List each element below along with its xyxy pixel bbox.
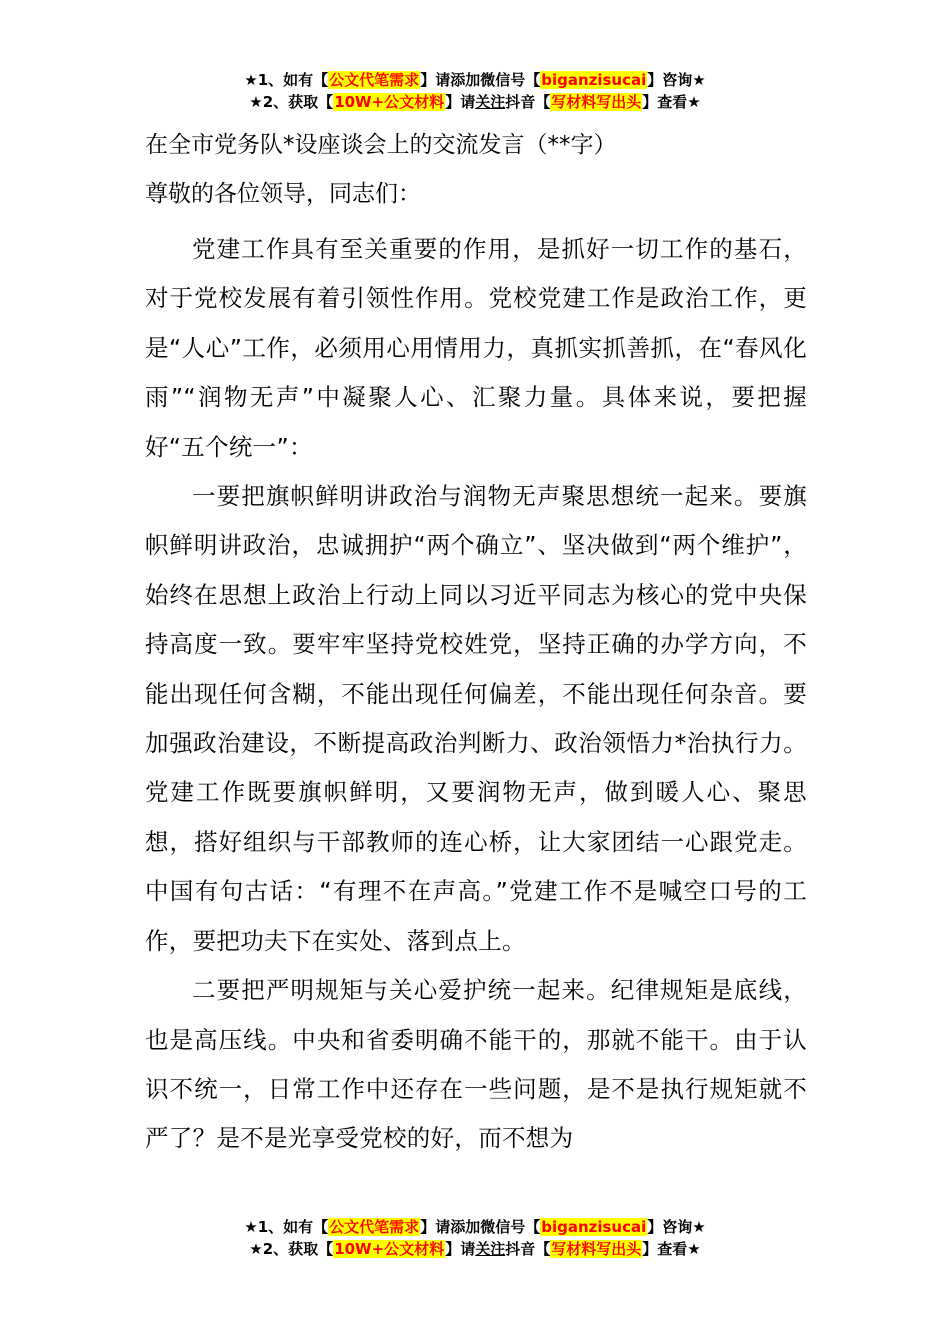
banner-highlight: 写材料写出头 — [551, 1240, 642, 1258]
banner-text: 抖音【 — [505, 1240, 551, 1258]
banner-text: 】请 — [445, 1240, 476, 1258]
banner-text: 】请添加微信号【 — [420, 71, 541, 89]
paragraph: 二要把严明规矩与关心爱护统一起来。纪律规矩是底线，也是高压线。中央和省委明确不能干的，那就不能干。由于认识不统一，日常工作中还存在一些问题，是不是执行规矩就不严了？是不是光享受党校的好，而不想为 — [145, 976, 807, 1153]
banner-highlight: 公文代笔需求 — [329, 1218, 420, 1236]
banner-text: ★2、获取【 — [249, 1240, 334, 1258]
banner-text: 】请添加微信号【 — [420, 1218, 541, 1236]
banner-text: ★1、如有【 — [244, 71, 329, 89]
banner-line-1 — [0, 69, 950, 91]
banner-text: 】咨询★ — [647, 1218, 706, 1236]
banner-text: ★2、获取【 — [249, 93, 334, 111]
banner-line-2 — [0, 91, 950, 113]
banner-highlight: 公文代笔需求 — [329, 71, 420, 89]
banner-highlight: biganzisucai — [541, 1218, 647, 1236]
banner-highlight: 10W+公文材料 — [334, 1240, 445, 1258]
document-body — [145, 225, 807, 1164]
banner-line-2 — [0, 1238, 950, 1260]
banner-text: 抖音【 — [505, 93, 551, 111]
header-banner — [0, 69, 950, 113]
banner-text: ★1、如有【 — [244, 1218, 329, 1236]
banner-underlined-text: 关注 — [475, 1240, 506, 1258]
banner-underlined-text: 关注 — [475, 93, 506, 111]
banner-text: 】查看★ — [642, 93, 701, 111]
banner-text: 】查看★ — [642, 1240, 701, 1258]
banner-text: 】咨询★ — [647, 71, 706, 89]
paragraph: 一要把旗帜鲜明讲政治与润物无声聚思想统一起来。要旗帜鲜明讲政治，忠诚拥护“两个确立”、坚决做到“两个维护”，始终在思想上政治上行动上同以习近平同志为核心的党中央保持高度一致。要牢牢坚持党校姓党，坚持正确的办学方向，不能出现任何含糊，不能出现任何偏差，不能出现任何杂音。要加强政治建设，不断提高政治判断力、政治领悟力*治执行力。党建工作既要旗帜鲜明，又要润物无声，做到暖人心、聚思想，搭好组织与干部教师的连心桥，让大家团结一心跟党走。中国有句古话：“有理不在声高。”党建工作不是喊空口号的工作，要把功夫下在实处、落到点上。 — [145, 482, 807, 955]
footer-banner — [0, 1216, 950, 1260]
paragraph: 党建工作具有至关重要的作用，是抓好一切工作的基石，对于党校发展有着引领性作用。党校党建工作是政治工作，更是“人心”工作，必须用心用情用力，真抓实抓善抓，在“春风化雨”“润物无声”中凝聚人心、汇聚力量。具体来说，要把握好“五个统一”： — [145, 235, 807, 461]
document-title: 在全市党务队*设座谈会上的交流发言（**字） — [145, 132, 617, 158]
greeting: 尊敬的各位领导，同志们： — [145, 181, 421, 207]
banner-highlight: biganzisucai — [541, 71, 647, 89]
banner-text: 】请 — [445, 93, 476, 111]
banner-line-1 — [0, 1216, 950, 1238]
banner-highlight: 10W+公文材料 — [334, 93, 445, 111]
banner-highlight: 写材料写出头 — [551, 93, 642, 111]
